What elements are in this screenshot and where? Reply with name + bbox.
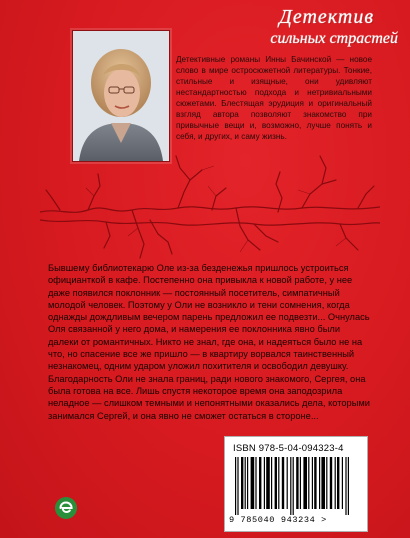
barcode-bars (233, 457, 359, 515)
author-portrait-image (73, 31, 169, 161)
author-photo (72, 30, 170, 162)
author-description: Детективные романы Инны Бачинской — новое слово в мире остросюжетной литературы. Тонкие, стильные и изящные, они удивляют нестандартностью подхода и нетривиальными сюжетами. Блестящая эрудиция и оригинальный взгляд автора позволяют знакомство при привычные вещи и, возможно, лучше понять и себя, и других, и саму жизнь. (176, 55, 372, 141)
eksmo-logo-icon (54, 496, 78, 520)
series-title-line2: сильных страстей (270, 30, 398, 47)
series-title-line1: Детектив (279, 6, 374, 28)
isbn-text: ISBN 978-5-04-094323-4 (233, 443, 344, 454)
isbn-barcode (224, 436, 368, 532)
cracks-decoration (40, 150, 380, 260)
book-synopsis: Бывшему библиотекарю Оле из-за безденежья пришлось устроиться официанткой в кафе. Постепенно она привыкла к новой работе, у нее даже появился поклонник — постоянный посетитель, симпатичный молодой человек. Поэтому у Оли не возникло и тени сомнения, когда однажды дождливым вечером парень предложил ее подвезти... Очнулась Оля связанной у него дома, и намерения ее поклонника явно были далеки от романтичных. Никто не знал, где она, и надеяться было не на что, но спасение все же пришло — в квартиру ворвался таинственный незнакомец, одним ударом уложил похитителя и освободил девушку. Благодарность Оли не знала границ, ради нового знакомого, Сергея, она была готова на все. Лишь спустя некоторое время она заподозрила неладное — слишком темными и непонятными оказались дела, которыми занимался Сергей, и она явно не сможет остаться в стороне... (48, 263, 370, 421)
barcode-digits: 9 785040 943234 > (229, 515, 327, 525)
series-title (200, 6, 400, 56)
